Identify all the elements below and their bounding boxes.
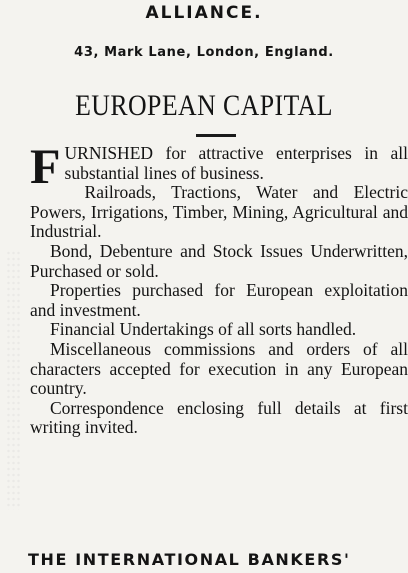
paragraph-financial: Financial Undertakings of all sorts handled. [50, 319, 357, 340]
paragraph-intro [30, 138, 408, 194]
paragraph-bonds: Bond, Debenture and Stock Issues Underwritten, Purchased or sold. [30, 240, 408, 281]
paragraph-commissions: Miscellaneous commissions and orders of all characters accepted for execution in any European country. [30, 338, 408, 399]
organization-name: ALLIANCE. [145, 3, 263, 23]
address-line: 43, Mark Lane, London, England. [74, 45, 334, 60]
footer-org-name: THE INTERNATIONAL BANKERS' [28, 550, 351, 569]
divider-rule [196, 134, 236, 137]
headline: EUROPEAN CAPITAL [75, 89, 333, 122]
advertisement-body [30, 138, 408, 438]
paragraph-text: URNISHED for attractive enterprises in all substantial lines of business. [64, 143, 408, 183]
drop-cap: F [30, 138, 61, 194]
paragraph-properties: Properties purchased for European exploitation and investment. [30, 280, 408, 320]
paragraph-services: Railroads, Tractions, Water and Electric Powers, Irrigations, Timber, Mining, Agricultural and Industrial. [30, 182, 408, 242]
paper-texture [6, 250, 22, 510]
paragraph-correspondence: Correspondence enclosing full details at first writing invited. [30, 397, 408, 438]
